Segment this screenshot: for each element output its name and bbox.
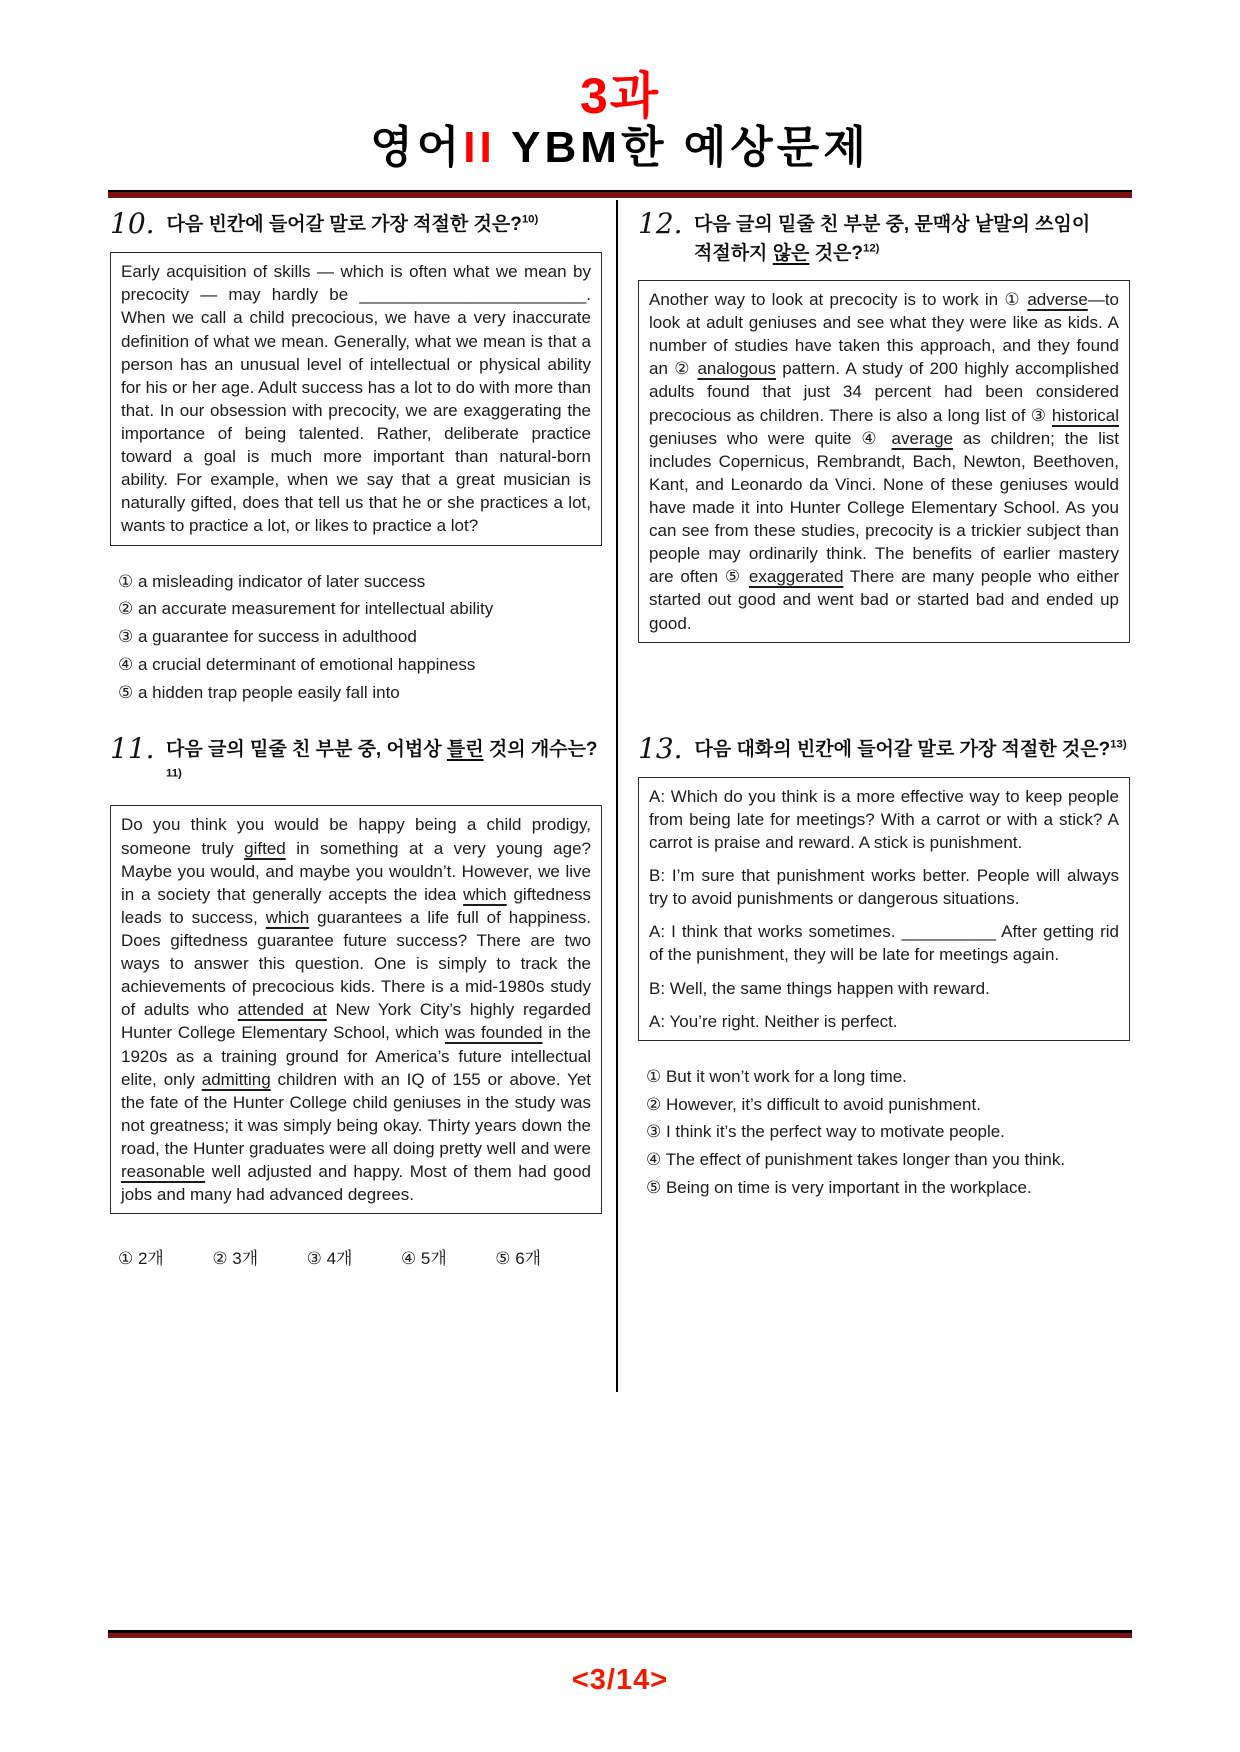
option-text: The effect of punishment takes longer than you think. [661,1150,1066,1170]
text-segment: Do you think you would be happy being a child prodigy, someone truly [121,815,591,858]
footnote-ref: 13) [1110,738,1127,751]
underlined-text: historical [1051,405,1119,425]
option-text: an accurate measurement for intellectual ability [133,599,494,619]
option-marker: ② [212,1249,228,1270]
title-part-black: 영어 [370,122,464,172]
text-segment: —to look at adult geniuses and see what they were like as kids. A number of studies have taken this approach, and they found an ② [649,290,1119,379]
underlined-text: reasonable [121,1162,206,1182]
question-12 [638,208,1130,643]
footnote-ref: 10) [521,213,539,226]
question-11-header [110,733,602,793]
text-segment: 다음 대화의 빈칸에 들어갈 말로 가장 적절한 것은? [694,738,1111,760]
underlined-text: average [891,428,953,448]
answer-option [646,1176,1130,1201]
question-13-header [638,733,1130,765]
text-segment: 다음 글의 밑줄 친 부분 중, 문맥상 낱말의 쓰임이 적절하지 [694,214,1091,264]
underlined-text: analogous [697,359,776,379]
text-segment: well adjusted and happy. Most of them had good jobs and many had advanced degrees. [121,1162,591,1205]
passage-box [638,280,1130,643]
chapter-title: 3과 [579,68,661,124]
question-number: 11. [110,732,155,766]
text-segment: 것은? [809,242,864,264]
passage-box [110,805,602,1214]
option-marker: ⑤ [118,682,134,703]
option-marker: ② [118,599,134,620]
option-marker: ④ [646,1150,662,1171]
answer-option [118,625,602,650]
question-12-header [638,208,1130,268]
answer-option [212,1244,258,1269]
text-segment: New York City’s highly regarded Hunter College Elementary School, which [121,1000,591,1043]
underlined-text: attended at [237,1000,327,1020]
question-prompt [166,733,602,793]
text-segment: guarantees a life full of happiness. Does giftedness guarantee future success? There are two ways to answer this question. One is simply to track the achievements of precocious kids. There is a mid-1980s study of adults who [121,907,591,1020]
option-text: Being on time is very important in the workplace. [661,1178,1032,1197]
page-title [110,122,1130,172]
answer-option [646,1120,1130,1145]
option-marker: ③ [306,1249,322,1270]
title-part-black: YBM한 예상문제 [495,122,870,172]
option-text: a guarantee for success in adulthood [133,627,417,647]
option-text: a hidden trap people easily fall into [133,682,400,702]
underlined-text: was founded [444,1023,543,1043]
option-text: But it won’t work for a long time. [661,1066,907,1086]
text-segment: 것의 개수는? [483,739,598,761]
underlined-text: adverse [1027,290,1088,309]
underlined-text: gifted [244,838,286,858]
option-marker: ② [646,1094,662,1115]
page-header [110,70,1130,171]
option-marker: ① [646,1066,662,1087]
dialogue-line: B: Well, the same things happen with reward. [649,978,990,998]
option-text: a crucial determinant of emotional happiness [133,654,476,674]
answer-option [401,1244,447,1269]
footer-rule [108,1630,1132,1638]
question-number: 12. [638,207,683,240]
answer-options [638,1065,1130,1201]
underlined-text: 않은 [772,242,810,264]
answer-option [495,1244,541,1269]
text-segment: 다음 글의 밑줄 친 부분 중, 어법상 [166,739,447,761]
answer-option [118,597,602,622]
text-segment: children with an IQ of 155 or above. Yet the fate of the Hunter College child geniuses in the study was not greatness; it was simply being okay. Thirty years down the road, the Hunter graduates were all doing pretty well and were [121,1069,592,1159]
question-prompt [694,208,1130,268]
right-column [638,208,1130,1204]
option-marker: ① [118,1249,134,1270]
option-text: However, it’s difficult to avoid punishment. [661,1094,981,1114]
column-divider [616,200,618,1392]
dialogue-line: A: You’re right. Neither is perfect. [649,1011,898,1031]
underlined-text: which [265,907,310,927]
answer-option [118,653,602,678]
answer-option [118,570,602,595]
option-text: a misleading indicator of later success [133,571,426,591]
option-text: 4개 [321,1249,353,1269]
question-10-header [110,208,602,240]
question-11 [110,733,602,1269]
header-rule [108,190,1132,198]
underlined-text: exaggerated [748,567,844,587]
option-marker: ⑤ [495,1249,511,1270]
text-segment: geniuses who were quite ④ [649,428,892,448]
answer-option [646,1093,1130,1118]
dialogue-line: A: I think that works sometimes. __________ After getting rid of the punishment, they will be late for meetings again. [649,922,1119,965]
text-segment: . When we call a child precocious, we have a very inaccurate definition of what we mean. Generally, what we mean is that a person has an unusual level of intellectual or physical ability for his or her age. Adult success has a lot to do with more than that. In our obsession with precocity, we are exaggerating the importance of being talented. Rather, deliberate practice toward a goal is much more important than natural-born ability. For example, when we say that a great musician is naturally gifted, does that tell us that he or she practices a lot, wants to practice a lot, or likes to practice a lot? [121,285,591,536]
text-segment: in the 1920s as a training ground for America’s future intellectual elite, only [121,1023,592,1089]
question-prompt [167,208,539,240]
answer-option [118,1244,164,1269]
answer-option [646,1065,1130,1090]
text-segment: in something at a very young age? Maybe you would, and maybe you wouldn’t. However, we live in a society that generally accepts the idea [121,838,591,904]
text-segment: pattern. A study of 200 highly accomplished adults found that just 34 percent had been considered precocious as children. There is also a long list of ③ [649,359,1119,425]
question-prompt [695,733,1127,765]
question-number: 10. [110,207,155,240]
question-13 [638,733,1130,1201]
page-number: <3/14> [571,1664,669,1696]
title-part-red: II [463,122,496,172]
option-marker: ⑤ [646,1178,662,1198]
option-marker: ④ [118,654,134,675]
passage-box [110,252,602,545]
option-marker: ① [118,571,134,592]
option-marker: ④ [400,1249,417,1270]
option-text: 6개 [510,1249,542,1269]
text-segment: There are many people who either started out good and went bad or started bad and ended up good. [649,567,1119,633]
underlined-text: 틀린 [446,739,484,761]
text-segment: Early acquisition of skills — which is often what we mean by precocity — may hardly be [121,262,591,305]
option-marker: ③ [118,627,134,648]
answer-option [646,1148,1130,1173]
text-segment: 다음 빈칸에 들어갈 말로 가장 적절한 것은? [166,214,522,235]
answer-option [118,681,602,706]
answer-options [110,570,602,706]
answer-options [110,1244,541,1269]
option-text: 3개 [227,1249,259,1269]
dialogue-line: B: I’m sure that punishment works better. People will always try to avoid punishments or dangerous situations. [649,866,1119,909]
question-number: 13. [638,731,683,765]
text-segment: as children; the list includes Copernicus, Rembrandt, Bach, Newton, Beethoven, Kant, and Leonardo da Vinci. None of these geniuses would have made it into Hunter College Elementary School. As you can see from these studies, precocity is a trickier subject than people may ordinarily think. The benefits of earlier mastery are often ⑤ [649,428,1119,587]
text-segment: giftedness leads to success, [121,884,591,927]
dialogue-line: A: Which do you think is a more effective way to keep people from being late for meetings? With a carrot or with a stick? A carrot is praise and reward. A stick is punishment. [649,786,1119,853]
underlined-text: which [463,884,507,904]
footnote-ref: 12) [863,242,880,255]
option-marker: ③ [646,1122,662,1143]
text-segment: ________________________ [359,285,587,305]
footnote-ref: 11) [166,767,182,780]
option-text: 2개 [133,1249,164,1269]
answer-option [307,1244,353,1269]
option-text: I think it’s the perfect way to motivate people. [661,1122,1005,1142]
dialogue-box [638,777,1130,1041]
content-columns [110,208,1130,1269]
text-segment: Another way to look at precocity is to work in ① [649,290,1028,309]
underlined-text: admitting [201,1069,271,1089]
left-column [110,208,602,1269]
option-text: 5개 [416,1249,447,1269]
question-10 [110,208,602,705]
